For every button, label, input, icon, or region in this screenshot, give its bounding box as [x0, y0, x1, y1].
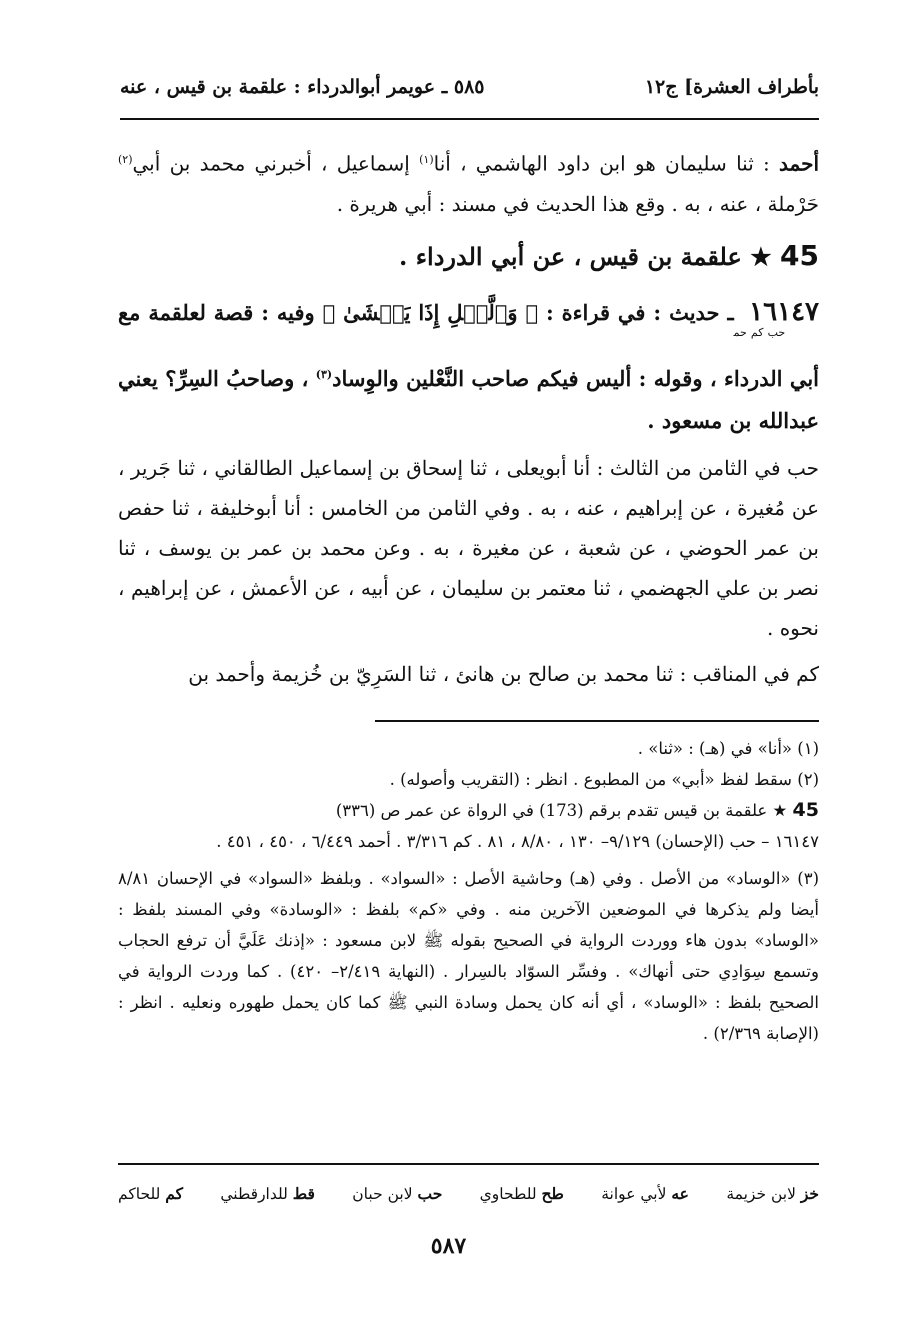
footnote-3: (٣) «الوساد» من الأصل . وفي (هـ) وحاشية الأصل : «السواد» . وبلفظ «السواد» في الإحسان ٨/٨١ أيضا ولم يذكرها في الموضعين الآخرين منه . وفي «كم» بلفظ : «الوسادة» وفي المسند بلفظ : «الوساد» بدون هاء ووردت الرواية في الصحيح بقوله ﷺ لابن مسعود : «إذنك عَلَيَّ أن ترفع الحجاب وتسمع سِوَادِي حتى أنهاك» . وفسِّر السوّاد بالسِرار . (النهاية ٢/٤١٩– ٤٢٠) . كما وردت الرواية في الصحيح بلفظ : «الوساد» ، أي أنه كان يحمل وسادة النبي ﷺ كما كان يحمل طهوره ونعليه . انظر : (الإصابة ٢/٣٦٩) . — [118, 869, 819, 1043]
paragraph-ibn-hibban: حب في الثامن من الثالث : أنا أبويعلى ، ثنا إسحاق بن إسماعيل الطالقاني ، ثنا جَرير ، عن مُغيرة ، عن إبراهيم ، عنه ، به . وفي الثامن من الخامس : أنا أبوخليفة ، ثنا حفص بن عمر الحوضي ، عن شعبة ، عن مغيرة ، به . وعن محمد بن عمر بن يوسف ، ثنا نصر بن علي الجهضمي ، ثنا معتمر بن سليمان ، عن أبيه ، عن الأعمش ، عن إبراهيم ، نحوه . — [118, 455, 819, 640]
header-section-title: ٥٨٥ ـ عويمر أبوالدرداء : علقمة بن قيس ، عنه — [120, 76, 485, 98]
footnote-divider — [375, 720, 819, 722]
footnote-45: 45 ★ علقمة بن قيس تقدم برقم (173) في الرواة عن عمر ص (٣٣٦) — [335, 799, 819, 821]
legend-item: خز لابن خزيمة — [726, 1184, 819, 1203]
hadith-entry: $١٦١٤٧_{حب كم حم}ـ$ حديث : في قراءة : ﴿ وَٱلَّيۡلِ إِذَا يَغۡشَىٰ ﴾ وفيه : قصة لعلقمة مع أبي الدرداء ، وقوله : أليس فيكم صاحب النَّعْلين والوِساد$^{(٣)}$ ، وصاحبُ السِرِّ؟ يعني عبدالله بن مسعود . — [118, 296, 819, 433]
hadith-sigla: حب كم حم — [733, 325, 786, 339]
paragraph-hakim: كم في المناقب : ثنا محمد بن صالح بن هانئ ، ثنا السَرِيّ بن خُزيمة وأحمد بن — [188, 661, 819, 686]
source-abbr-ahmad: أحمد — [779, 151, 819, 176]
footnote-ref-3: (٣) — [315, 367, 333, 381]
legend-divider — [118, 1163, 819, 1165]
legend-item: قط للدارقطني — [220, 1184, 315, 1203]
header-divider — [120, 118, 819, 120]
footnote-ref-2: (٢) — [118, 153, 133, 166]
paragraph-ahmad: أحمد : ثنا سليمان هو ابن داود الهاشمي ، أنا$^{(١)}$ إسماعيل ، أخبرني محمد بن أبي$^{(٢)}$ حَرْملة ، عنه ، به . وقع هذا الحديث في مسند : أبي هريرة . — [118, 151, 819, 216]
header-book-title: بأطراف العشرة] ج١٢ — [644, 76, 819, 98]
hadith-number: ١٦١٤٧ — [749, 296, 819, 327]
heading-text: علقمة بن قيس ، عن أبي الدرداء . — [399, 241, 751, 271]
legend-item: طح للطحاوي — [479, 1184, 564, 1203]
footnotes — [118, 733, 819, 1049]
heading-number: 45 — [780, 238, 819, 272]
legend-item: عه لأبي عوانة — [601, 1184, 689, 1203]
legend-item: كم للحاكم — [118, 1184, 183, 1203]
legend-item: حب لابن حبان — [352, 1184, 443, 1203]
footnote-2: (٢) سقط لفظ «أبي» من المطبوع . انظر : (التقريب وأصوله) . — [389, 770, 819, 789]
main-text — [118, 140, 819, 700]
section-heading — [118, 236, 819, 277]
running-header — [120, 70, 819, 104]
star-icon: ★ — [750, 241, 772, 271]
abbreviation-legend — [118, 1184, 819, 1203]
page-number: ٥٨٧ — [430, 1233, 467, 1259]
footnote-hadith-sources: ١٦١٤٧ – حب (الإحسان) ٩/١٢٩– ١٣٠ ، ٨/٨٠ ، ٨١ . كم ٣/٣١٦ . أحمد ٦/٤٤٩ ، ٤٥٠ ، ٤٥١ . — [216, 832, 819, 851]
footnote-ref-1: (١) — [419, 153, 434, 166]
footnote-1: (١) «أنا» في (هـ) : «ثنا» . — [637, 739, 819, 758]
